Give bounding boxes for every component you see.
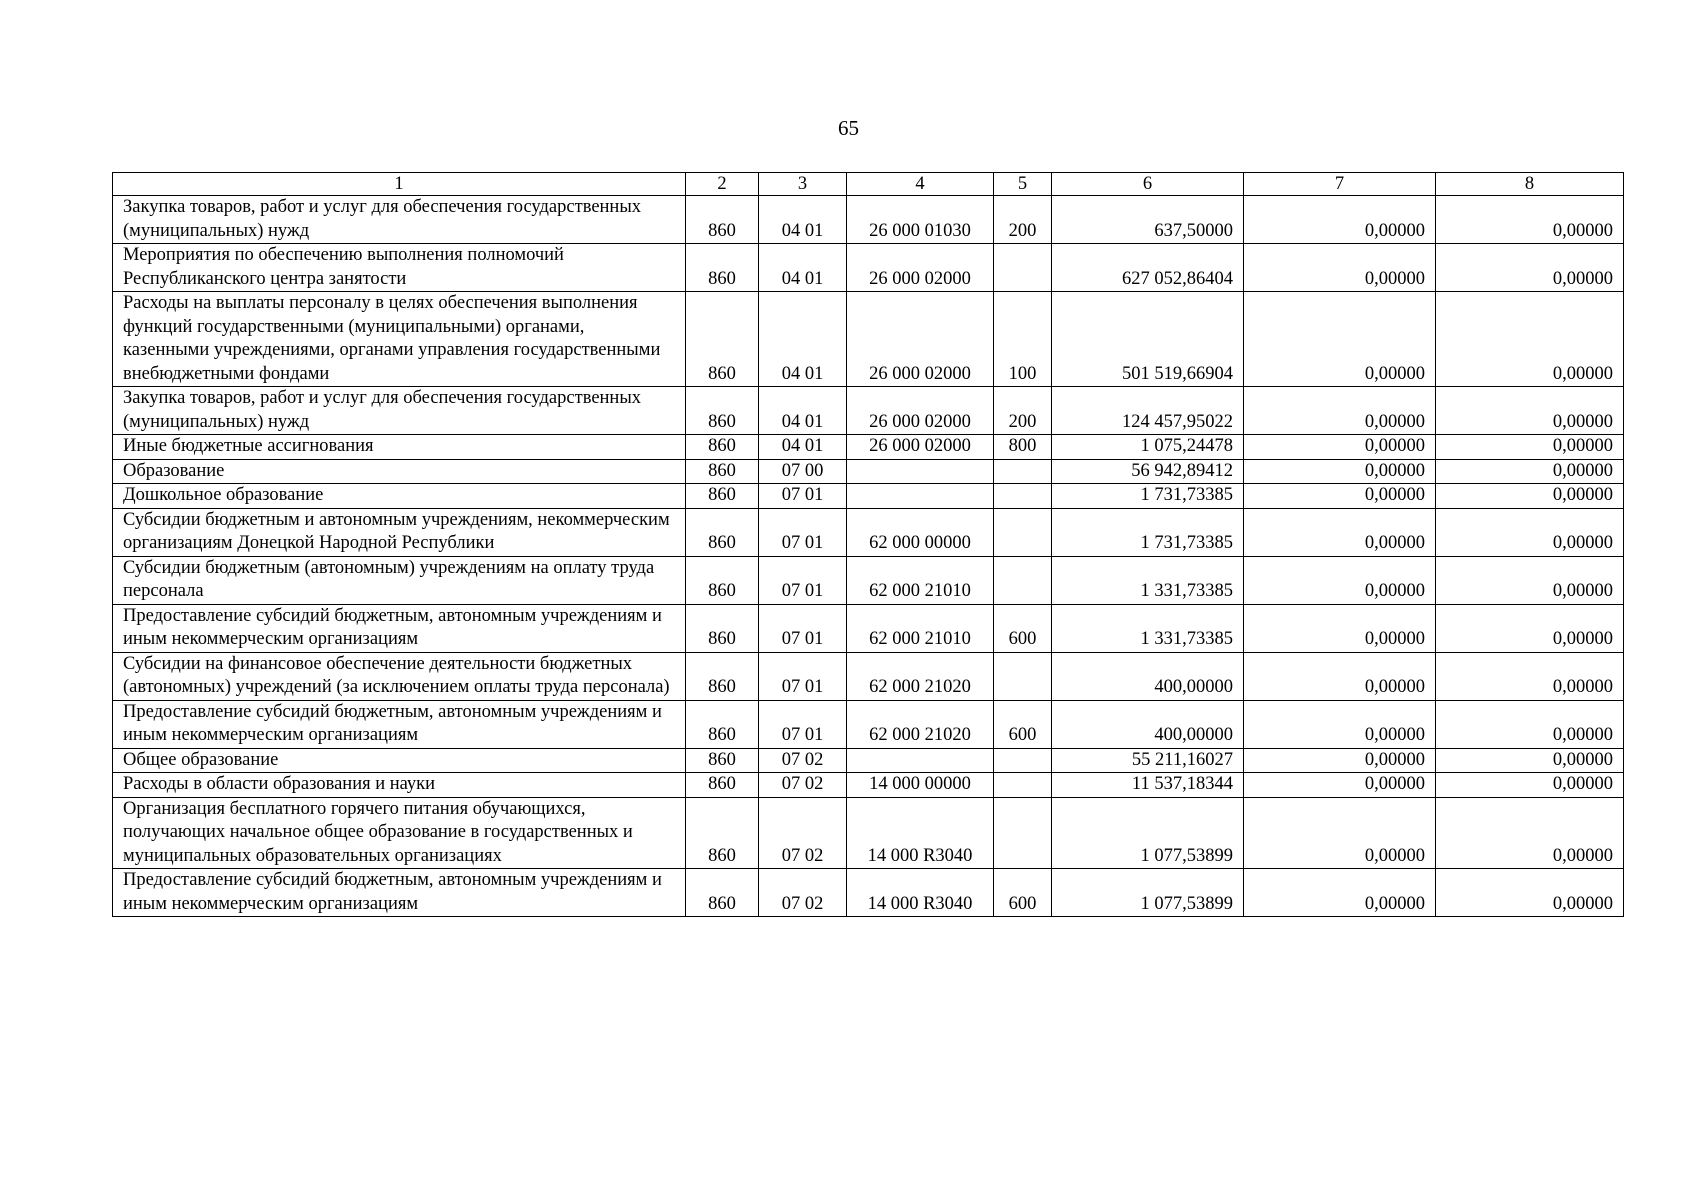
amount-cell: 0,00000: [1244, 869, 1436, 917]
table-row: [113, 484, 1624, 509]
target-article-cell: 26 000 02000: [847, 387, 994, 435]
amount-cell: 124 457,95022: [1052, 387, 1244, 435]
row-name-cell: Расходы в области образования и науки: [113, 773, 686, 798]
expense-type-cell: 800: [994, 435, 1052, 460]
amount-cell: 0,00000: [1244, 196, 1436, 244]
table-row: [113, 604, 1624, 652]
amount-cell: 0,00000: [1436, 797, 1624, 869]
expense-type-cell: [994, 773, 1052, 798]
table-row: [113, 556, 1624, 604]
code-cell: 860: [686, 652, 759, 700]
row-name-cell: Общее образование: [113, 748, 686, 773]
amount-cell: 627 052,86404: [1052, 244, 1244, 292]
target-article-cell: [847, 484, 994, 509]
amount-cell: 0,00000: [1436, 459, 1624, 484]
code-cell: 860: [686, 196, 759, 244]
column-header: 5: [994, 173, 1052, 196]
amount-cell: 11 537,18344: [1052, 773, 1244, 798]
target-article-cell: 62 000 21020: [847, 700, 994, 748]
section-cell: 04 01: [759, 435, 847, 460]
table-body: [113, 196, 1624, 917]
amount-cell: 55 211,16027: [1052, 748, 1244, 773]
expense-type-cell: [994, 652, 1052, 700]
amount-cell: 637,50000: [1052, 196, 1244, 244]
section-cell: 04 01: [759, 244, 847, 292]
column-header: 4: [847, 173, 994, 196]
expense-type-cell: [994, 459, 1052, 484]
table-row: [113, 797, 1624, 869]
amount-cell: 0,00000: [1436, 196, 1624, 244]
column-header: 8: [1436, 173, 1624, 196]
amount-cell: 0,00000: [1244, 387, 1436, 435]
code-cell: 860: [686, 244, 759, 292]
amount-cell: 0,00000: [1436, 700, 1624, 748]
section-cell: 07 01: [759, 604, 847, 652]
column-header: 1: [113, 173, 686, 196]
amount-cell: 0,00000: [1436, 556, 1624, 604]
expense-type-cell: 600: [994, 869, 1052, 917]
amount-cell: 0,00000: [1244, 604, 1436, 652]
row-name-cell: Субсидии бюджетным и автономным учреждениям, некоммерческим организациям Донецкой Народной Республики: [113, 508, 686, 556]
target-article-cell: 62 000 21010: [847, 604, 994, 652]
table-row: [113, 292, 1624, 387]
table-row: [113, 196, 1624, 244]
section-cell: 04 01: [759, 292, 847, 387]
amount-cell: 0,00000: [1436, 435, 1624, 460]
target-article-cell: 62 000 21020: [847, 652, 994, 700]
amount-cell: 0,00000: [1244, 435, 1436, 460]
target-article-cell: 62 000 00000: [847, 508, 994, 556]
amount-cell: 0,00000: [1436, 604, 1624, 652]
amount-cell: 1 075,24478: [1052, 435, 1244, 460]
amount-cell: 0,00000: [1436, 292, 1624, 387]
target-article-cell: 26 000 01030: [847, 196, 994, 244]
row-name-cell: Образование: [113, 459, 686, 484]
column-header: 7: [1244, 173, 1436, 196]
amount-cell: 0,00000: [1436, 484, 1624, 509]
budget-table: [112, 172, 1624, 917]
code-cell: 860: [686, 435, 759, 460]
amount-cell: 1 731,73385: [1052, 484, 1244, 509]
amount-cell: 0,00000: [1244, 797, 1436, 869]
column-header: 6: [1052, 173, 1244, 196]
section-cell: 07 01: [759, 652, 847, 700]
code-cell: 860: [686, 869, 759, 917]
target-article-cell: [847, 748, 994, 773]
amount-cell: 0,00000: [1244, 484, 1436, 509]
code-cell: 860: [686, 773, 759, 798]
code-cell: 860: [686, 797, 759, 869]
page-number: 65: [838, 116, 859, 140]
row-name-cell: Субсидии бюджетным (автономным) учреждениям на оплату труда персонала: [113, 556, 686, 604]
target-article-cell: 14 000 R3040: [847, 797, 994, 869]
row-name-cell: Мероприятия по обеспечению выполнения полномочий Республиканского центра занятости: [113, 244, 686, 292]
row-name-cell: Закупка товаров, работ и услуг для обеспечения государственных (муниципальных) нужд: [113, 196, 686, 244]
column-header: 3: [759, 173, 847, 196]
amount-cell: 1 077,53899: [1052, 869, 1244, 917]
code-cell: 860: [686, 556, 759, 604]
section-cell: 07 01: [759, 484, 847, 509]
amount-cell: 1 077,53899: [1052, 797, 1244, 869]
amount-cell: 0,00000: [1244, 700, 1436, 748]
amount-cell: 1 731,73385: [1052, 508, 1244, 556]
amount-cell: 0,00000: [1436, 652, 1624, 700]
amount-cell: 0,00000: [1244, 508, 1436, 556]
expense-type-cell: [994, 748, 1052, 773]
table-row: [113, 773, 1624, 798]
amount-cell: 0,00000: [1244, 244, 1436, 292]
code-cell: 860: [686, 387, 759, 435]
target-article-cell: 26 000 02000: [847, 292, 994, 387]
row-name-cell: Предоставление субсидий бюджетным, автономным учреждениям и иным некоммерческим организациям: [113, 700, 686, 748]
target-article-cell: 26 000 02000: [847, 244, 994, 292]
target-article-cell: 62 000 21010: [847, 556, 994, 604]
amount-cell: 0,00000: [1244, 459, 1436, 484]
code-cell: 860: [686, 508, 759, 556]
code-cell: 860: [686, 484, 759, 509]
table-row: [113, 869, 1624, 917]
section-cell: 07 01: [759, 700, 847, 748]
section-cell: 07 02: [759, 869, 847, 917]
section-cell: 07 01: [759, 508, 847, 556]
table-row: [113, 387, 1624, 435]
amount-cell: 0,00000: [1436, 244, 1624, 292]
section-cell: 07 00: [759, 459, 847, 484]
table-row: [113, 435, 1624, 460]
row-name-cell: Закупка товаров, работ и услуг для обеспечения государственных (муниципальных) нужд: [113, 387, 686, 435]
expense-type-cell: 600: [994, 604, 1052, 652]
amount-cell: 1 331,73385: [1052, 604, 1244, 652]
table-row: [113, 700, 1624, 748]
section-cell: 07 02: [759, 773, 847, 798]
expense-type-cell: 200: [994, 387, 1052, 435]
target-article-cell: 14 000 R3040: [847, 869, 994, 917]
amount-cell: 1 331,73385: [1052, 556, 1244, 604]
code-cell: 860: [686, 604, 759, 652]
amount-cell: 0,00000: [1244, 773, 1436, 798]
section-cell: 07 02: [759, 748, 847, 773]
header-row: [113, 173, 1624, 196]
amount-cell: 0,00000: [1244, 748, 1436, 773]
section-cell: 04 01: [759, 387, 847, 435]
section-cell: 07 02: [759, 797, 847, 869]
target-article-cell: [847, 459, 994, 484]
row-name-cell: Предоставление субсидий бюджетным, автономным учреждениям и иным некоммерческим организациям: [113, 604, 686, 652]
amount-cell: 56 942,89412: [1052, 459, 1244, 484]
table-row: [113, 748, 1624, 773]
table-row: [113, 459, 1624, 484]
expense-type-cell: 600: [994, 700, 1052, 748]
row-name-cell: Предоставление субсидий бюджетным, автономным учреждениям и иным некоммерческим организациям: [113, 869, 686, 917]
amount-cell: 0,00000: [1436, 508, 1624, 556]
expense-type-cell: [994, 797, 1052, 869]
section-cell: 07 01: [759, 556, 847, 604]
expense-type-cell: [994, 508, 1052, 556]
amount-cell: 400,00000: [1052, 700, 1244, 748]
column-header: 2: [686, 173, 759, 196]
target-article-cell: 26 000 02000: [847, 435, 994, 460]
expense-type-cell: [994, 556, 1052, 604]
row-name-cell: Субсидии на финансовое обеспечение деятельности бюджетных (автономных) учреждений (за исключением оплаты труда персонала): [113, 652, 686, 700]
amount-cell: 400,00000: [1052, 652, 1244, 700]
amount-cell: 501 519,66904: [1052, 292, 1244, 387]
target-article-cell: 14 000 00000: [847, 773, 994, 798]
amount-cell: 0,00000: [1244, 292, 1436, 387]
expense-type-cell: 100: [994, 292, 1052, 387]
table-row: [113, 652, 1624, 700]
table-row: [113, 244, 1624, 292]
row-name-cell: Расходы на выплаты персоналу в целях обеспечения выполнения функций государственными (муниципальными) органами, казенными учреждениями, органами управления государственными внебюджетными фондами: [113, 292, 686, 387]
code-cell: 860: [686, 748, 759, 773]
code-cell: 860: [686, 459, 759, 484]
section-cell: 04 01: [759, 196, 847, 244]
code-cell: 860: [686, 700, 759, 748]
amount-cell: 0,00000: [1244, 652, 1436, 700]
row-name-cell: Организация бесплатного горячего питания обучающихся, получающих начальное общее образование в государственных и муниципальных образовательных организациях: [113, 797, 686, 869]
amount-cell: 0,00000: [1244, 556, 1436, 604]
expense-type-cell: [994, 244, 1052, 292]
row-name-cell: Дошкольное образование: [113, 484, 686, 509]
amount-cell: 0,00000: [1436, 869, 1624, 917]
row-name-cell: Иные бюджетные ассигнования: [113, 435, 686, 460]
expense-type-cell: [994, 484, 1052, 509]
amount-cell: 0,00000: [1436, 773, 1624, 798]
amount-cell: 0,00000: [1436, 387, 1624, 435]
expense-type-cell: 200: [994, 196, 1052, 244]
table-row: [113, 508, 1624, 556]
amount-cell: 0,00000: [1436, 748, 1624, 773]
code-cell: 860: [686, 292, 759, 387]
